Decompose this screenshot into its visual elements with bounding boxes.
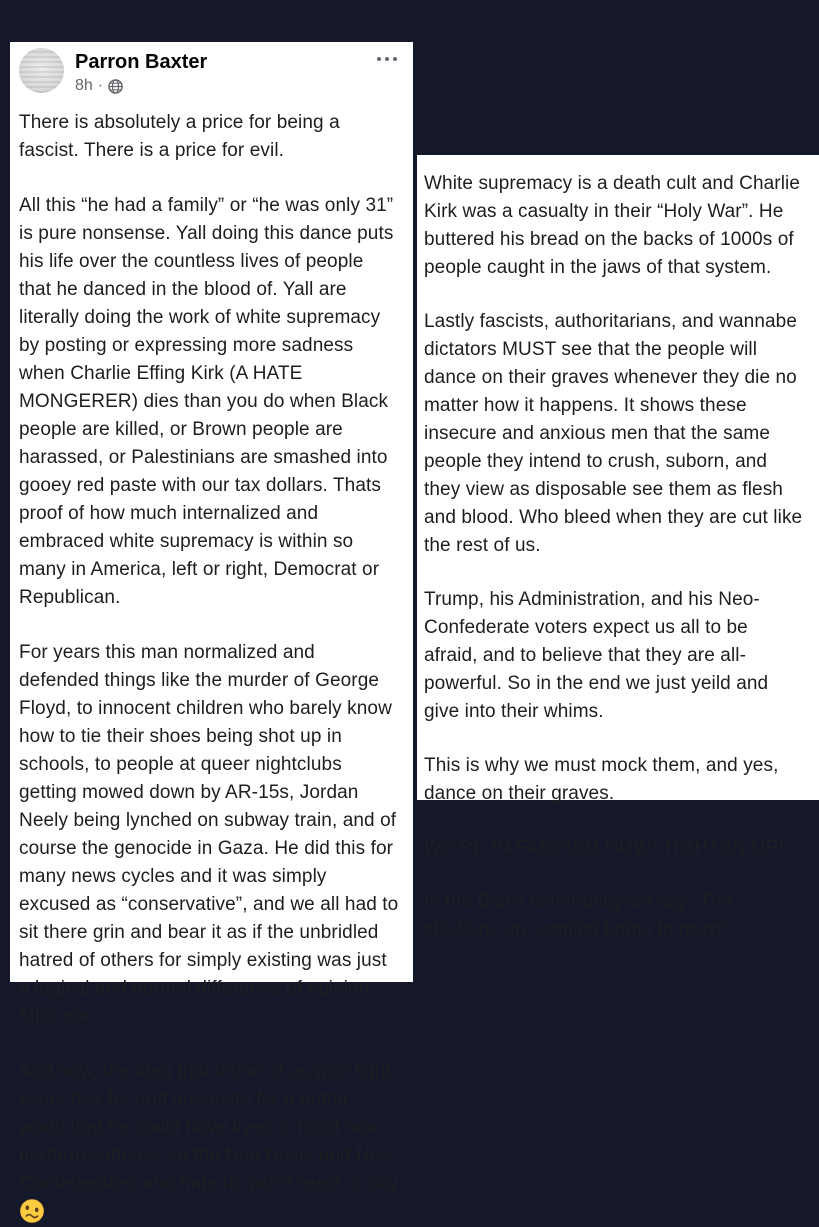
post-paragraph: For years this man normalized and defended things like the murder of George Floyd, to innocent children who barely know how to tie their shoes being shot up in schools, to people at queer nightclubs getting mowed down by AR-15s, Jordan Neely being lynched on subway train, and of course the genocide in Gaza. He did this for many news cycles and it was simply excused as “conservative”, and we all had to sit there grin and bear it as if the unbridled hatred of others for simply existing was just a logical and normal difference of opinion. Miss me.: [19, 642, 399, 1027]
avatar[interactable]: [19, 48, 64, 93]
timestamp[interactable]: 8h: [75, 77, 93, 94]
post-menu-ellipsis-icon[interactable]: [377, 57, 397, 61]
post-body-left: [19, 109, 400, 1227]
post-paragraph: There is absolutely a price for being a fascist. There is a price for evil.: [19, 112, 340, 161]
post-panel-right: [417, 155, 819, 940]
woozy-face-emoji: [19, 1198, 45, 1224]
post-paragraph: This is why we must mock them, and yes, dance on their graves.: [424, 755, 779, 804]
post-paragraph: All this “he had a family” or “he was only 31” is pure nonsense. Yall doing this dance puts his life over the countless lives of people that he danced in the blood of. Yall are literally doing the work of white supremacy by posting or expressing more sadness when Charlie Effing Kirk (A HATE MONGERER) dies than you do when Black people are killed, or Brown people are harassed, or Palestinians are smashed into gooey red paste with our tax dollars. Thats proof of how much internalized and embraced white supremacy is within so many in America, left or right, Democrat or Republican.: [19, 195, 394, 608]
post-paragraph: In the Black community we say “The chickens are coming home to roost”...: [424, 891, 745, 940]
post-header: [19, 48, 400, 96]
post-paragraph: White supremacy is a death cult and Charlie Kirk was a casualty in their “Holy War”. He buttered his bread on the backs of 1000s of people caught in the jaws of that system.: [424, 173, 801, 278]
post-paragraph-suffix: .: [47, 1202, 58, 1223]
post-paragraph: WE’RE IN FASCISM NOW! TIGHTEN UP!: [424, 837, 784, 858]
author-block: [75, 48, 207, 96]
globe-icon: [108, 79, 123, 94]
post-paragraph: Trump, his Administration, and his Neo-Confederate voters expect us all to be afraid, and to believe that they are all-powerful. So in the end we just yeild and give into their whims.: [424, 589, 769, 722]
meta-separator: ·: [97, 77, 104, 94]
post-paragraph: Lastly fascists, authoritarians, and wannabe dictators MUST see that the people will dance on their graves whenever they die no matter how it happens. It shows these insecure and anxious men that the same people they intend to crush, suborn, and they view as disposable see them as flesh and blood. Who bleed when they are cut like the rest of us.: [424, 311, 803, 556]
post-body-right: [424, 170, 805, 944]
post-meta: [75, 76, 207, 96]
post-paragraph-text: And now, the idea that those of us who fight every day for and advocate for a better world that he could have lived in must now perform sadness so the Neo Nazis and Neo Confederates who hate us won’t react is silly: [19, 1061, 399, 1194]
post-panel-left: [10, 42, 413, 1223]
author-name[interactable]: Parron Baxter: [75, 51, 208, 73]
post-paragraph: [19, 1058, 400, 1227]
